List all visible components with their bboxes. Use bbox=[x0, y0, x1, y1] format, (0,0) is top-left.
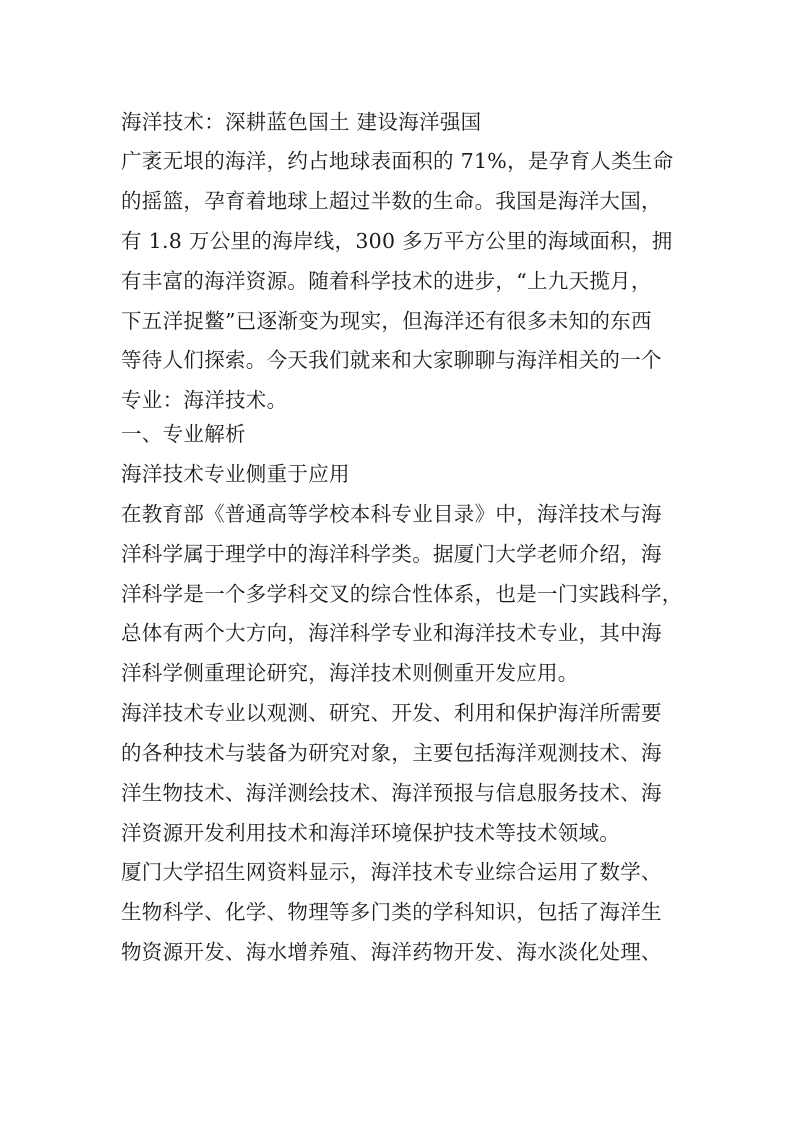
paragraph-line: 洋科学属于理学中的海洋科学类。据厦门大学老师介绍，海 bbox=[121, 542, 662, 566]
paragraph-line: 洋资源开发利用技术和海洋环境保护技术等技术领域。 bbox=[121, 821, 621, 845]
paragraph-line: 专业：海洋技术。 bbox=[121, 388, 288, 412]
paragraph-line: 总体有两个大方向，海洋科学专业和海洋技术专业，其中海 bbox=[121, 621, 662, 645]
paragraph-line: 洋生物技术、海洋测绘技术、海洋预报与信息服务技术、海 bbox=[121, 781, 662, 805]
paragraph-line: 广袤无垠的海洋，约占地球表面积的 71%，是孕育人类生命 bbox=[121, 149, 674, 173]
subsection-heading: 海洋技术专业侧重于应用 bbox=[121, 462, 350, 486]
section-heading: 一、专业解析 bbox=[121, 422, 246, 446]
paragraph-line: 的摇篮，孕育着地球上超过半数的生命。我国是海洋大国， bbox=[121, 189, 662, 213]
paragraph-line: 有 1.8 万公里的海岸线，300 多万平方公里的海域面积，拥 bbox=[121, 229, 673, 253]
paragraph-line: 下五洋捉鳖”已逐渐变为现实，但海洋还有很多未知的东西 bbox=[121, 309, 652, 333]
paragraph-line: 生物科学、化学、物理等多门类的学科知识，包括了海洋生 bbox=[121, 900, 662, 924]
paragraph-line: 等待人们探索。今天我们就来和大家聊聊与海洋相关的一个 bbox=[121, 348, 662, 372]
paragraph-line: 在教育部《普通高等学校本科专业目录》中，海洋技术与海 bbox=[121, 502, 662, 526]
paragraph-line: 洋科学是一个多学科交叉的综合性体系，也是一门实践科学， bbox=[121, 582, 683, 606]
paragraph-line: 海洋技术专业以观测、研究、开发、利用和保护海洋所需要 bbox=[121, 701, 662, 725]
document-title: 海洋技术：深耕蓝色国土 建设海洋强国 bbox=[121, 110, 482, 134]
paragraph-line: 有丰富的海洋资源。随着科学技术的进步，“上九天揽月， bbox=[121, 269, 652, 293]
paragraph-line: 洋科学侧重理论研究，海洋技术则侧重开发应用。 bbox=[121, 661, 579, 685]
paragraph-line: 厦门大学招生网资料显示，海洋技术专业综合运用了数学、 bbox=[121, 860, 662, 884]
paragraph-line: 的各种技术与装备为研究对象，主要包括海洋观测技术、海 bbox=[121, 741, 662, 765]
paragraph-line: 物资源开发、海水增养殖、海洋药物开发、海水淡化处理、 bbox=[121, 940, 662, 964]
